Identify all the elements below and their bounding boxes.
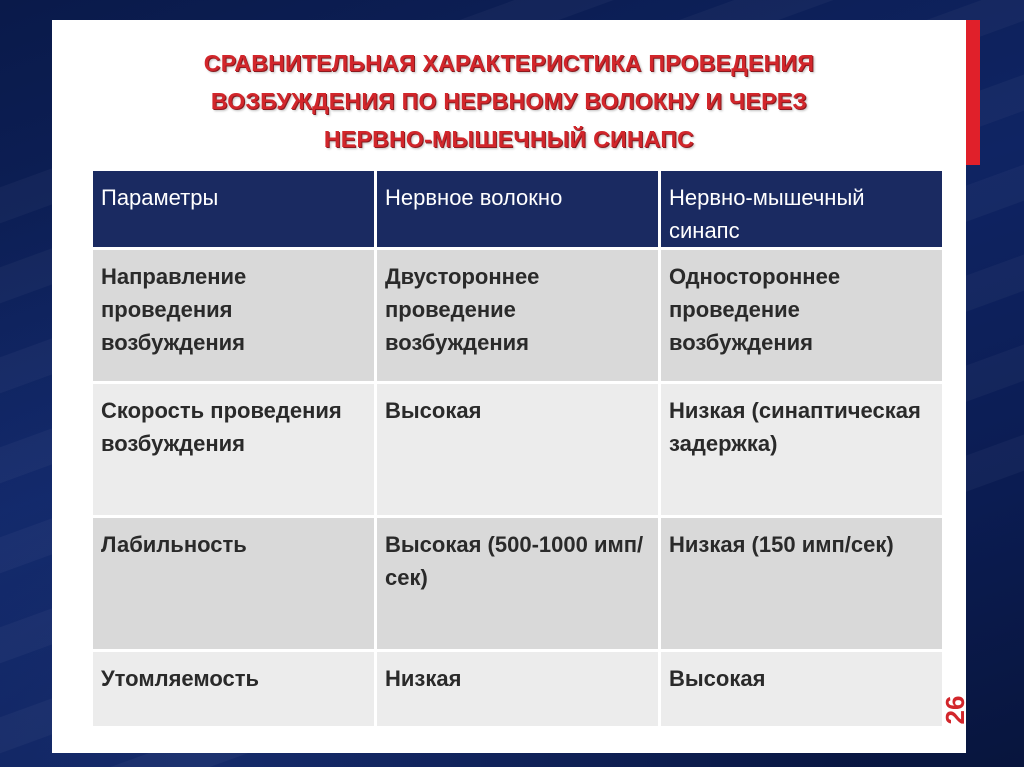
- row-lability-synapse: Низкая (150 имп/сек): [661, 518, 942, 649]
- row-speed-synapse: Низкая (синаптическая задержка): [661, 384, 942, 515]
- table-header-row: [93, 171, 942, 247]
- row-fatigue-label: Утомляемость: [93, 652, 374, 726]
- table-row: [93, 250, 942, 381]
- row-direction-fiber: Двустороннее проведение возбуждения: [377, 250, 658, 381]
- title-line-3: НЕРВНО-МЫШЕЧНЫЙ СИНАПС: [323, 126, 695, 152]
- row-direction-synapse: Одностороннее проведение возбуждения: [661, 250, 942, 381]
- row-lability-label: Лабильность: [93, 518, 374, 649]
- table-row: [93, 518, 942, 649]
- table-row: [93, 652, 942, 726]
- row-speed-label: Скорость проведения возбуждения: [93, 384, 374, 515]
- row-fatigue-fiber: Низкая: [377, 652, 658, 726]
- header-nerve-fiber: Нервное волокно: [377, 171, 658, 247]
- accent-bar: [966, 20, 980, 165]
- table-row: [93, 384, 942, 515]
- row-direction-label: Направление проведения возбуждения: [93, 250, 374, 381]
- header-synapse: Нервно-мышечный синапс: [661, 171, 942, 247]
- header-parameters: Параметры: [93, 171, 374, 247]
- comparison-table: [90, 168, 945, 729]
- row-fatigue-synapse: Высокая: [661, 652, 942, 726]
- title-line-1: СРАВНИТЕЛЬНАЯ ХАРАКТЕРИСТИКА ПРОВЕДЕНИЯ: [203, 50, 815, 76]
- title-line-2: ВОЗБУЖДЕНИЯ ПО НЕРВНОМУ ВОЛОКНУ И ЧЕРЕЗ: [210, 88, 808, 114]
- row-speed-fiber: Высокая: [377, 384, 658, 515]
- slide-title: [52, 44, 966, 158]
- slide-canvas: [52, 20, 966, 753]
- page-number: 26: [939, 695, 970, 725]
- row-lability-fiber: Высокая (500-1000 имп/сек): [377, 518, 658, 649]
